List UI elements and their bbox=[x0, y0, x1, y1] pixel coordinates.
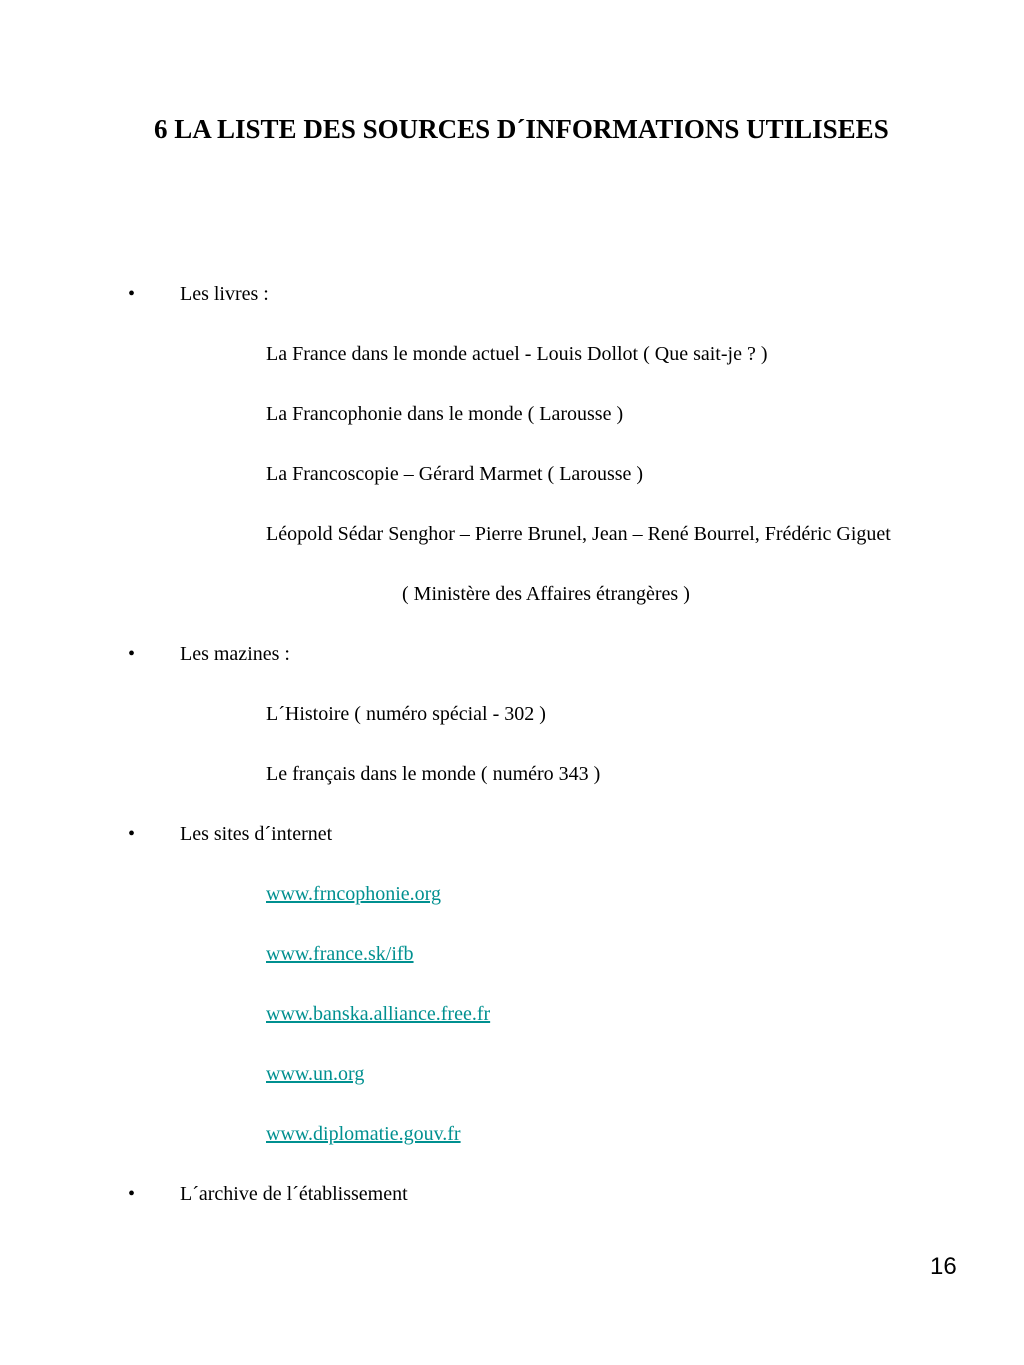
magazine-item: Le français dans le monde ( numéro 343 ) bbox=[266, 763, 601, 785]
book-item: Léopold Sédar Senghor – Pierre Brunel, Jean – René Bourrel, Frédéric Giguet bbox=[266, 523, 891, 545]
book-item: La France dans le monde actuel - Louis Dollot ( Que sait-je ? ) bbox=[266, 343, 768, 365]
section-heading-archive: L´archive de l´établissement bbox=[180, 1183, 408, 1205]
magazine-item: L´Histoire ( numéro spécial - 302 ) bbox=[266, 703, 546, 725]
book-item-continuation: ( Ministère des Affaires étrangères ) bbox=[402, 583, 690, 605]
section-heading-magazines: Les mazines : bbox=[180, 643, 290, 665]
section-heading-books: Les livres : bbox=[180, 283, 269, 305]
book-item: La Francoscopie – Gérard Marmet ( Larousse ) bbox=[266, 463, 644, 485]
website-link[interactable]: www.diplomatie.gouv.fr bbox=[266, 1123, 461, 1145]
website-link[interactable]: www.banska.alliance.free.fr bbox=[266, 1003, 491, 1025]
book-item: La Francophonie dans le monde ( Larousse ) bbox=[266, 403, 624, 425]
bullet-archive: • bbox=[128, 1183, 136, 1205]
bullet-magazines: • bbox=[128, 643, 136, 665]
website-link[interactable]: www.un.org bbox=[266, 1063, 365, 1085]
website-link[interactable]: www.france.sk/ifb bbox=[266, 943, 414, 965]
bullet-books: • bbox=[128, 283, 136, 305]
section-heading-websites: Les sites d´internet bbox=[180, 823, 333, 845]
bullet-websites: • bbox=[128, 823, 136, 845]
website-link[interactable]: www.frncophonie.org bbox=[266, 883, 441, 905]
page-number: 16 bbox=[930, 1253, 957, 1280]
page-title: 6 LA LISTE DES SOURCES D´INFORMATIONS UTILISEES bbox=[154, 114, 889, 144]
